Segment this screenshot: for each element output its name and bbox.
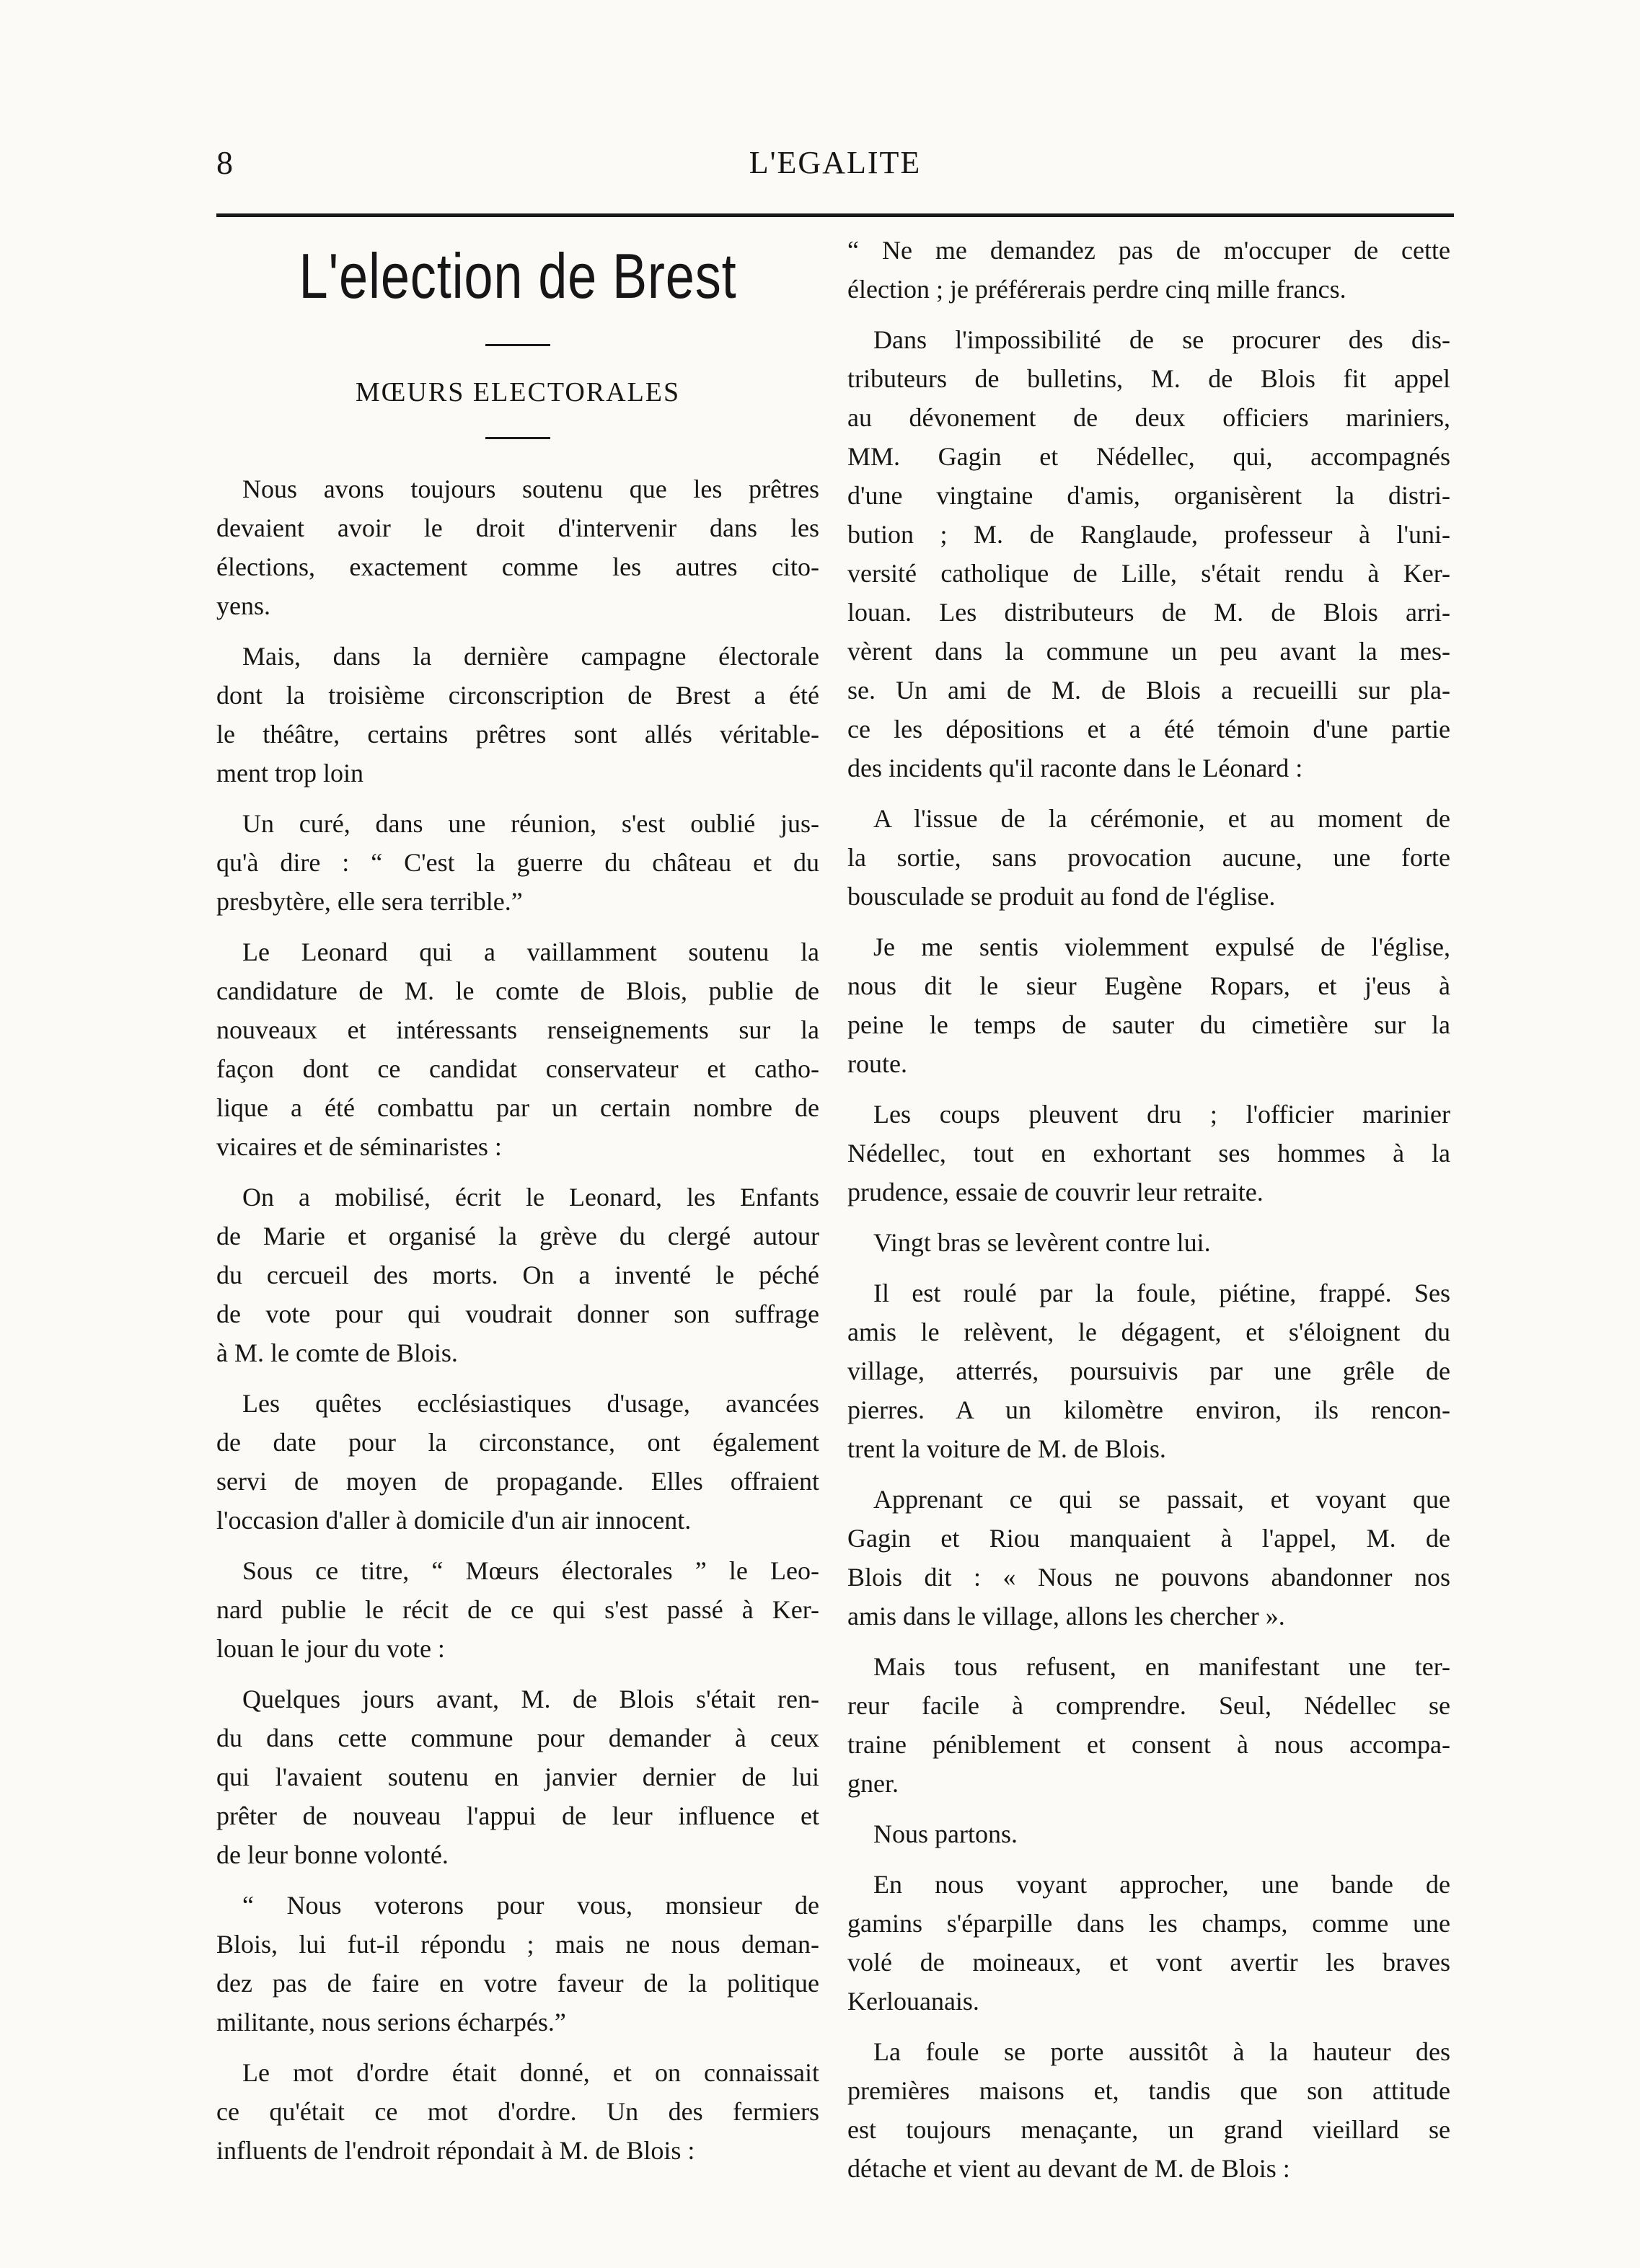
left-column-body [216, 469, 819, 2181]
paragraph [847, 1095, 1450, 1212]
text-line: élections, exactement comme les autres cito- [216, 552, 819, 581]
paragraph [847, 799, 1450, 916]
text-line: “ Nous voterons pour vous, monsieur de [216, 1891, 819, 1920]
header-rule [216, 213, 1454, 217]
right-column [847, 231, 1450, 2199]
text-line: prêter de nouveau l'appui de leur influence et [216, 1801, 819, 1830]
text-line: Nédellec, tout en exhortant ses hommes à la [847, 1139, 1450, 1168]
text-line: pierres. A un kilomètre environ, ils rencon- [847, 1395, 1450, 1424]
text-line: ment trop loin [216, 759, 363, 787]
text-line: Le mot d'ordre était donné, et on connaissait [216, 2058, 819, 2087]
paragraph [847, 1647, 1450, 1803]
text-line: nouveaux et intéressants renseignements sur la [216, 1015, 819, 1044]
text-line: Blois, lui fut-il répondu ; mais ne nous deman- [216, 1930, 819, 1959]
paragraph [847, 1814, 1450, 1853]
text-line: yens. [216, 591, 270, 620]
text-line: versité catholique de Lille, s'était rendu à Ker- [847, 559, 1450, 588]
text-line: prudence, essaie de couvrir leur retraite. [847, 1178, 1264, 1206]
page-number: 8 [216, 144, 233, 181]
section-divider [485, 437, 550, 439]
text-line: influents de l'endroit répondait à M. de Blois : [216, 2136, 695, 2165]
text-line: MM. Gagin et Nédellec, qui, accompagnés [847, 442, 1450, 471]
text-line: la sortie, sans provocation aucune, une forte [847, 843, 1450, 872]
paragraph [216, 637, 819, 793]
text-line: nard publie le récit de ce qui s'est passé à Ker- [216, 1595, 819, 1624]
text-line: Dans l'impossibilité de se procurer des dis- [847, 325, 1450, 354]
text-line: élection ; je préférerais perdre cinq mille francs. [847, 275, 1346, 304]
text-line: ce qu'était ce mot d'ordre. Un des fermiers [216, 2097, 819, 2126]
paragraph [847, 1274, 1450, 1468]
text-line: presbytère, elle sera terrible.” [216, 887, 523, 916]
text-line: des incidents qu'il raconte dans le Léonard : [847, 754, 1303, 782]
text-line: louan le jour du vote : [216, 1634, 445, 1663]
text-line: Un curé, dans une réunion, s'est oublié jus- [216, 809, 819, 838]
title-divider [485, 344, 550, 346]
text-line: lique a été combattu par un certain nombre de [216, 1093, 819, 1122]
paragraph [847, 231, 1450, 309]
text-line: ce les dépositions et a été témoin d'une partie [847, 715, 1450, 744]
text-line: de leur bonne volonté. [216, 1840, 449, 1869]
text-line: tributeurs de bulletins, M. de Blois fit appel [847, 364, 1450, 393]
text-line: d'une vingtaine d'amis, organisèrent la distri- [847, 481, 1450, 510]
text-line: “ Ne me demandez pas de m'occuper de cette [847, 236, 1450, 265]
text-line: gner. [847, 1769, 899, 1798]
text-line: Mais, dans la dernière campagne électorale [216, 642, 819, 671]
paragraph [847, 927, 1450, 1083]
text-line: Nous avons toujours soutenu que les prêtres [216, 475, 819, 503]
paragraph [847, 1223, 1450, 1262]
text-line: Il est roulé par la foule, piétine, frappé. Ses [847, 1279, 1450, 1307]
text-line: amis le relèvent, le dégagent, et s'éloignent du [847, 1318, 1450, 1346]
text-line: Nous partons. [847, 1819, 1018, 1848]
text-line: trent la voiture de M. de Blois. [847, 1434, 1166, 1463]
text-line: qu'à dire : “ C'est la guerre du château et du [216, 848, 819, 877]
text-line: premières maisons et, tandis que son attitude [847, 2076, 1450, 2105]
paragraph [847, 1865, 1450, 2021]
text-line: candidature de M. le comte de Blois, publie de [216, 976, 819, 1005]
text-line: En nous voyant approcher, une bande de [847, 1870, 1450, 1899]
text-line: gamins s'éparpille dans les champs, comme une [847, 1909, 1450, 1938]
text-line: vicaires et de séminaristes : [216, 1132, 502, 1161]
text-line: à M. le comte de Blois. [216, 1338, 458, 1367]
text-line: servi de moyen de propagande. Elles offraient [216, 1467, 819, 1496]
paragraph [216, 932, 819, 1166]
text-line: A l'issue de la cérémonie, et au moment de [847, 804, 1450, 833]
text-line: Je me sentis violemment expulsé de l'église, [847, 932, 1450, 961]
left-column [216, 227, 819, 2181]
text-line: Vingt bras se levèrent contre lui. [847, 1228, 1211, 1257]
text-line: du dans cette commune pour demander à ceux [216, 1724, 819, 1752]
text-line: de date pour la circonstance, ont également [216, 1428, 819, 1457]
journal-title: L'EGALITE [749, 145, 922, 180]
text-line: La foule se porte aussitôt à la hauteur des [847, 2037, 1450, 2066]
paragraph [216, 1384, 819, 1540]
text-line: louan. Les distributeurs de M. de Blois arri- [847, 598, 1450, 627]
text-line: au dévonement de deux officiers mariniers, [847, 403, 1450, 432]
text-line: traine péniblement et consent à nous accompa- [847, 1730, 1450, 1759]
running-head [216, 141, 1454, 192]
text-line: bution ; M. de Ranglaude, professeur à l'uni- [847, 520, 1450, 549]
text-line: Sous ce titre, “ Mœurs électorales ” le Leo- [216, 1556, 819, 1585]
text-line: bousculade se produit au fond de l'église. [847, 882, 1276, 911]
text-line: du cercueil des morts. On a inventé le péché [216, 1261, 819, 1289]
paragraph [216, 1680, 819, 1874]
article-title: L'election de Brest [299, 240, 737, 312]
text-line: amis dans le village, allons les chercher ». [847, 1602, 1285, 1631]
text-line: Les coups pleuvent dru ; l'officier marinier [847, 1100, 1450, 1129]
paragraph [216, 1551, 819, 1668]
text-line: façon dont ce candidat conservateur et catho- [216, 1054, 819, 1083]
text-line: l'occasion d'aller à domicile d'un air innocent. [216, 1506, 692, 1535]
paragraph [216, 469, 819, 625]
text-line: Les quêtes ecclésiastiques d'usage, avancées [216, 1389, 819, 1418]
text-line: Quelques jours avant, M. de Blois s'était ren- [216, 1685, 819, 1713]
text-line: militante, nous serions écharpés.” [216, 2008, 566, 2037]
text-line: se. Un ami de M. de Blois a recueilli sur pla- [847, 676, 1450, 705]
text-line: le théâtre, certains prêtres sont allés véritable- [216, 720, 819, 749]
text-line: volé de moineaux, et vont avertir les braves [847, 1948, 1450, 1977]
text-line: Le Leonard qui a vaillamment soutenu la [216, 937, 819, 966]
right-column-body [847, 231, 1450, 2199]
text-line: de vote pour qui voudrait donner son suffrage [216, 1300, 819, 1328]
text-line: village, atterrés, poursuivis par une grêle de [847, 1356, 1450, 1385]
text-line: On a mobilisé, écrit le Leonard, les Enfants [216, 1183, 819, 1212]
text-line: Mais tous refusent, en manifestant une ter- [847, 1652, 1450, 1681]
paragraph [216, 2053, 819, 2170]
text-line: reur facile à comprendre. Seul, Nédellec se [847, 1691, 1450, 1720]
text-line: route. [847, 1049, 907, 1078]
text-line: vèrent dans la commune un peu avant la mes- [847, 637, 1450, 666]
text-line: qui l'avaient soutenu en janvier dernier de lui [216, 1762, 819, 1791]
text-line: de Marie et organisé la grève du clergé autour [216, 1222, 819, 1250]
text-line: devaient avoir le droit d'intervenir dans les [216, 513, 819, 542]
paragraph [216, 1886, 819, 2042]
paragraph [847, 1480, 1450, 1636]
section-title: MŒURS ELECTORALES [355, 377, 681, 407]
text-line: peine le temps de sauter du cimetière sur la [847, 1010, 1450, 1039]
text-line: Kerlouanais. [847, 1987, 979, 2016]
text-line: Gagin et Riou manquaient à l'appel, M. de [847, 1524, 1450, 1553]
text-line: détache et vient au devant de M. de Blois : [847, 2154, 1290, 2183]
paragraph [847, 320, 1450, 787]
paragraph [216, 1178, 819, 1372]
text-line: Apprenant ce qui se passait, et voyant que [847, 1485, 1450, 1514]
text-line: nous dit le sieur Eugène Ropars, et j'eus à [847, 971, 1450, 1000]
text-line: est toujours menaçante, un grand vieillard se [847, 2115, 1450, 2144]
text-line: dez pas de faire en votre faveur de la politique [216, 1969, 819, 1998]
text-line: dont la troisième circonscription de Brest a été [216, 681, 819, 710]
paragraph [847, 2032, 1450, 2188]
text-line: Blois dit : « Nous ne pouvons abandonner nos [847, 1563, 1450, 1592]
paragraph [216, 804, 819, 921]
